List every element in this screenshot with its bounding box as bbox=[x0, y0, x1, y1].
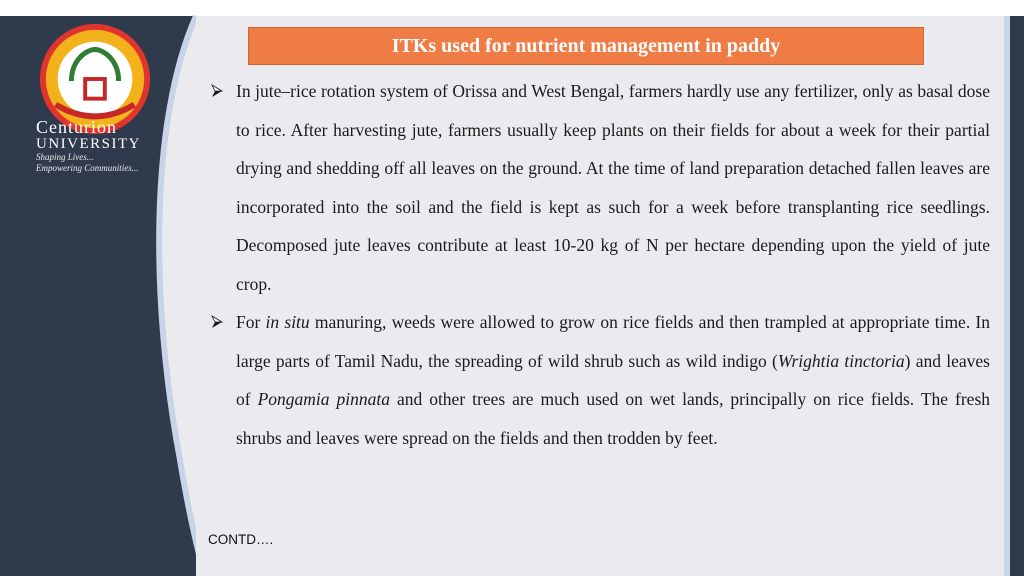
bullet-text: and other trees are much used on wet lands, principally on rice fields. The fresh shrubs and leaves were spread on the fields and then trodden by feet. bbox=[236, 389, 991, 448]
italic-text: Wrightia tinctoria bbox=[777, 350, 905, 371]
university-tagline1: Shaping Lives... bbox=[36, 152, 94, 162]
bullet-text: manuring, weeds were allowed to grow on rice fields and then trampled at appropriate time. In large parts of Tamil Nadu, the spreading of wild shrub such as wild indigo ( bbox=[236, 312, 991, 371]
bullet-item bbox=[210, 303, 990, 457]
bullet-list bbox=[210, 72, 990, 457]
bullet-text: ) and leaves of bbox=[236, 350, 990, 409]
bullet-text: For bbox=[236, 312, 266, 332]
university-name-line2: UNIVERSITY bbox=[36, 136, 141, 152]
slide-title: ITKs used for nutrient management in paddy bbox=[391, 34, 781, 57]
italic-text: in situ bbox=[265, 312, 310, 332]
university-name-line1: Centurion bbox=[36, 117, 117, 137]
continued-note: CONTD…. bbox=[208, 532, 274, 547]
right-dark-strip bbox=[1010, 16, 1024, 576]
bullet-text: In jute–rice rotation system of Orissa and West Bengal, farmers hardly use any fertilizer, only as basal dose to rice. After harvesting jute, farmers usually keep plants on their fields for about a week for their partial drying and shedding off all leaves on the ground. At the time of land preparation detached fallen leaves are incorporated into the soil and the field is kept as such for a week before transplanting rice seedlings. Decomposed jute leaves contribute at least 10-20 kg of N per hectare depending upon the yield of jute crop. bbox=[236, 81, 990, 294]
arrow-bullet-icon bbox=[210, 84, 224, 98]
bullet-item bbox=[210, 72, 990, 303]
arrow-bullet-icon bbox=[210, 315, 224, 329]
italic-text: Pongamia pinnata bbox=[257, 389, 390, 409]
university-wordmark bbox=[36, 118, 196, 174]
slide-title-box bbox=[248, 27, 924, 65]
university-tagline2: Empowering Communities... bbox=[36, 163, 139, 173]
